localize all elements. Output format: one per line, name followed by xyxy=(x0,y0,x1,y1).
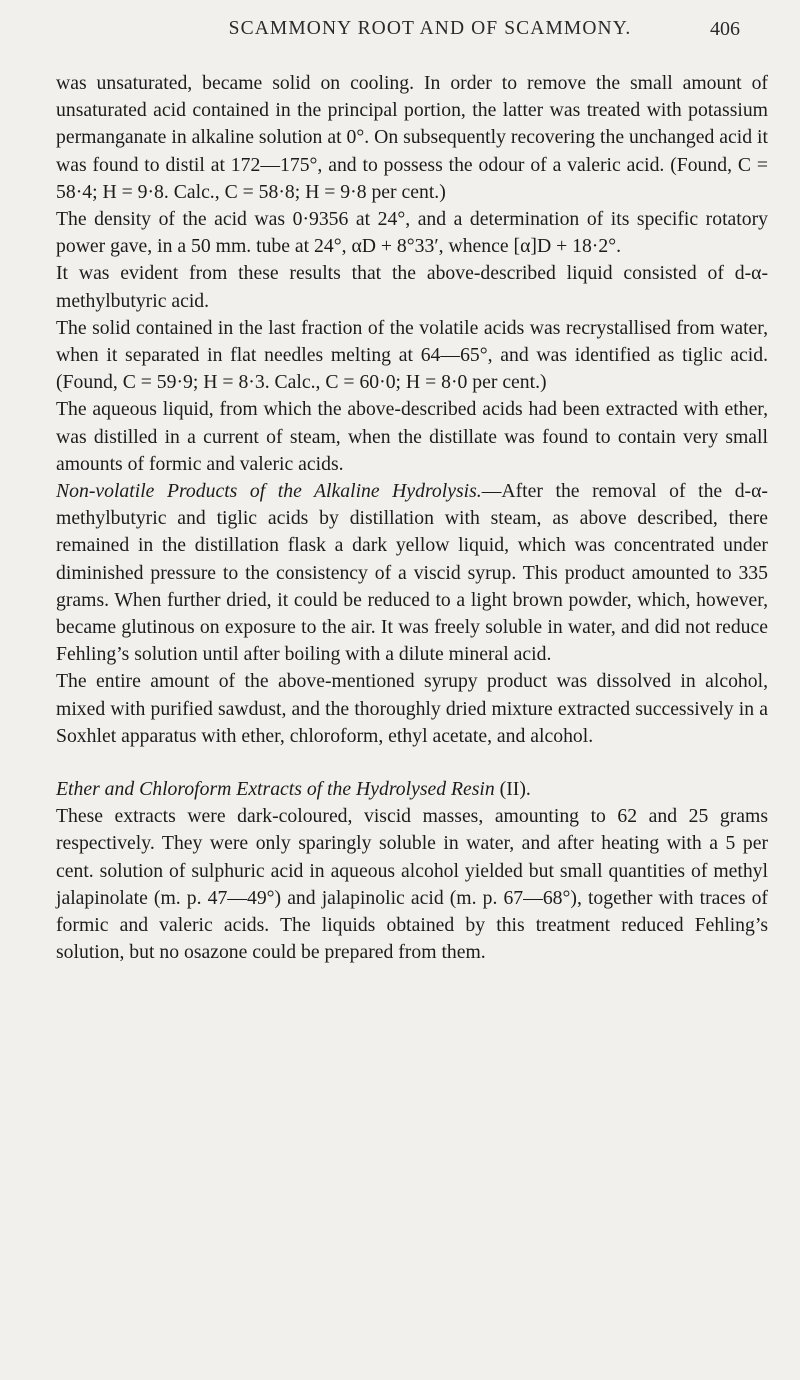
page-header xyxy=(120,18,740,48)
nonvolatile-text: —After the removal of the d-α-methylbutyric and tiglic acids by distillation with steam, as above described, there remained in the distillation flask a dark yellow liquid, which was concentrated under diminished pressure to the consistency of a viscid syrup. This product amounted to 335 grams. When further dried, it could be reduced to a light brown powder, which, however, became glutinous on exposure to the air. It was freely soluble in water, and did not reduce Fehling’s solution until after boiling with a dilute mineral acid. xyxy=(56,480,768,666)
section-heading xyxy=(56,776,768,803)
nonvolatile-run-head: Non-volatile Products of the Alkaline Hydrolysis. xyxy=(56,480,482,503)
paragraph-conclusion: It was evident from these results that the above-described liquid consisted of d-α-methylbutyric acid. xyxy=(56,262,768,312)
paragraph-tiglic-acid: The solid contained in the last fraction of the volatile acids was recrystallised from water, when it separated in flat needles melting at 64—65°, and was identified as tiglic acid. (Found, C = 59·9; H = 8·3. Calc., C = 60·0; H = 8·0 per cent.) xyxy=(56,316,768,394)
section-heading-title: Ether and Chloroform Extracts of the Hydrolysed Resin xyxy=(56,778,495,801)
paragraph-nonvolatile xyxy=(56,478,768,668)
paragraph-entire-amount: The entire amount of the above-mentioned syrupy product was dissolved in alcohol, mixed with purified sawdust, and the thoroughly dried mixture extracted successively in a Soxhlet apparatus with ether, chloroform, ethyl acetate, and alcohol. xyxy=(56,670,768,747)
body-text xyxy=(56,70,768,967)
running-title: SCAMMONY ROOT AND OF SCAMMONY. xyxy=(228,18,632,39)
section-heading-suffix: (II). xyxy=(494,778,531,801)
paragraph-aqueous-liquid: The aqueous liquid, from which the above-described acids had been extracted with ether, was distilled in a current of steam, when the distillate was found to contain very small amounts of formic and valeric acids. xyxy=(56,398,768,475)
paragraph-extracts: These extracts were dark-coloured, viscid masses, amounting to 62 and 25 grams respectively. They were only sparingly soluble in water, and after heating with a 5 per cent. solution of sulphuric acid in aqueous alcohol yielded but small quantities of methyl jalapinolate (m. p. 47—49°) and jalapinolic acid (m. p. 67—68°), together with traces of formic and valeric acids. The liquids obtained by this treatment reduced Fehling’s solution, but no osazone could be prepared from them. xyxy=(56,805,768,964)
paragraph-density: The density of the acid was 0·9356 at 24°, and a determination of its specific rotatory power gave, in a 50 mm. tube at 24°, αD + 8°33′, whence [α]D + 18·2°. xyxy=(56,208,768,258)
page-number: 406 xyxy=(710,18,740,40)
paragraph-unsaturated-acid: was unsaturated, became solid on cooling. In order to remove the small amount of unsaturated acid contained in the principal portion, the latter was treated with potassium permanganate in alkaline solution at 0°. On subsequently recovering the unchanged acid it was found to distil at 172—175°, and to possess the odour of a valeric acid. (Found, C = 58·4; H = 9·8. Calc., C = 58·8; H = 9·8 per cent.) xyxy=(56,72,768,203)
